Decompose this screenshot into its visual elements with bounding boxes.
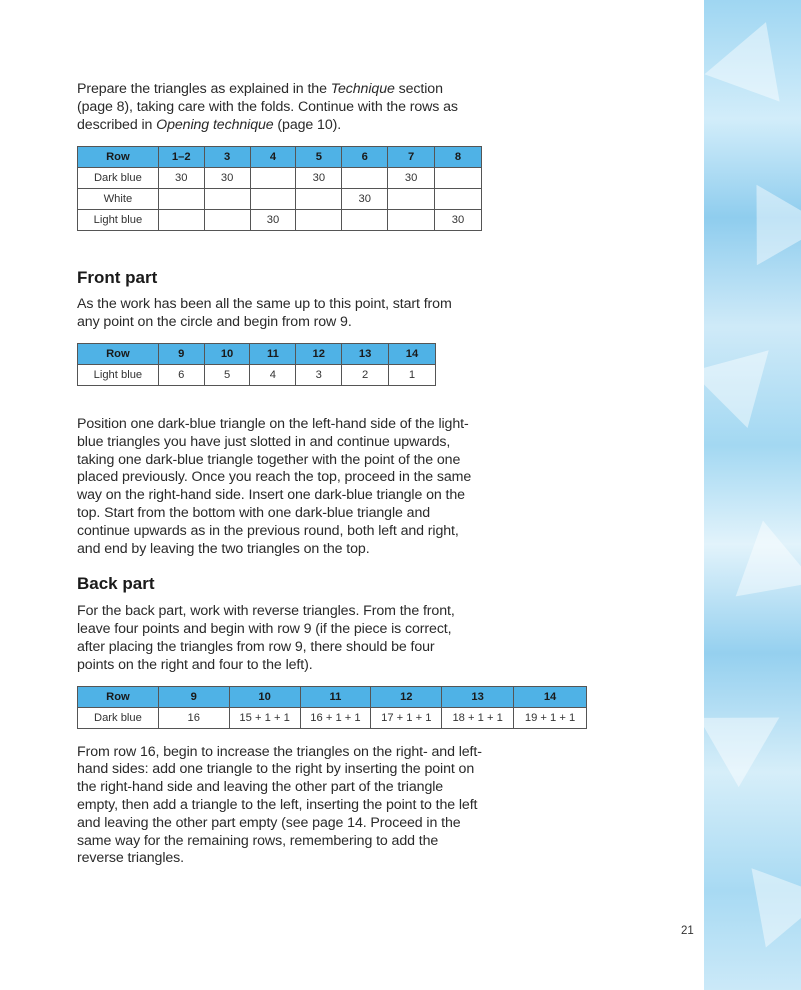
table-cell: 19 + 1 + 1: [514, 707, 587, 728]
table-header-cell: 6: [342, 147, 388, 168]
table-row: [78, 364, 436, 385]
table-header-cell: 12: [371, 686, 442, 707]
table-header-cell: 14: [514, 686, 587, 707]
table-cell: 30: [296, 168, 342, 189]
table-header-cell: 4: [250, 147, 296, 168]
table-cell: 3: [296, 364, 342, 385]
table-header-cell: 12: [296, 343, 342, 364]
table-header-cell: Row: [78, 686, 159, 707]
table-header-cell: 8: [435, 147, 482, 168]
table-header-cell: 11: [250, 343, 296, 364]
table-header-cell: 9: [158, 343, 204, 364]
table-cell: Light blue: [78, 210, 159, 231]
table-header-cell: 9: [158, 686, 229, 707]
back-paragraph-2: From row 16, begin to increase the triangles on the right- and left-hand sides: add one triangle to the right by inserting the point on the right-hand side and leaving the other part of the triangle empty, then add a triangle to the left, inserting the point to the left and leaving the other part empty (see page 14. Proceed in the same way for the remaining rows, remembering to add the reverse triangles.: [77, 743, 482, 867]
star-decoration: [704, 683, 799, 787]
table-cell: 30: [250, 210, 296, 231]
table-cell: 5: [204, 364, 250, 385]
front-paragraph-2: Position one dark-blue triangle on the left-hand side of the light-blue triangles you have just slotted in and continue upwards, taking one dark-blue triangle together with the point of the one placed previously. Once you reach the top, proceed in the same way on the right-hand side. Insert one dark-blue triangle on the top. Start from the bottom with one dark-blue triangle and continue upwards as in the previous round, both left and right, and end by leaving the two triangles on the top.: [77, 415, 472, 557]
table-cell: 2: [342, 364, 389, 385]
intro-text-a: Prepare the triangles as explained in the: [77, 81, 331, 97]
table-header-cell: Row: [78, 147, 159, 168]
table-header-cell: 10: [204, 343, 250, 364]
table-row: [78, 168, 482, 189]
table-cell: 4: [250, 364, 296, 385]
back-part-heading: Back part: [77, 574, 155, 594]
back-paragraph-1: For the back part, work with reverse triangles. From the front, leave four points and begin with row 9 (if the piece is correct, after placing the triangles from row 9, there should be four points on the right and four to the left).: [77, 603, 455, 673]
table-cell: Dark blue: [78, 168, 159, 189]
table-cell: 15 + 1 + 1: [229, 707, 300, 728]
intro-text-c: (page 10).: [273, 116, 342, 133]
table-cell: Dark blue: [78, 707, 159, 728]
star-decoration: [724, 514, 801, 597]
table-cell: 16: [158, 707, 229, 728]
table-cell: 30: [342, 189, 388, 210]
table-cell: [435, 168, 482, 189]
page-number: 21: [681, 925, 694, 937]
star-decoration: [722, 165, 801, 266]
table-cell: [158, 210, 204, 231]
table-back-rows-9-14: [77, 686, 587, 729]
table-cell: [435, 189, 482, 210]
table-header-cell: 5: [296, 147, 342, 168]
table-header-cell: 13: [342, 343, 389, 364]
table-header-cell: 3: [204, 147, 250, 168]
table-cell: [342, 210, 388, 231]
page-content: [77, 81, 576, 868]
table-header-row: [78, 343, 436, 364]
table-header-cell: 11: [300, 686, 371, 707]
table-cell: 30: [388, 168, 435, 189]
intro-text-b: section (page 8), taking care with the folds. Continue with the rows as described in: [77, 81, 458, 133]
table-cell: 30: [435, 210, 482, 231]
table-cell: [388, 210, 435, 231]
table-rows-1-8: [77, 146, 482, 231]
table-header-row: [78, 686, 587, 707]
table-cell: [296, 210, 342, 231]
table-cell: [158, 189, 204, 210]
table-front-rows-9-14: [77, 343, 436, 386]
table-cell: White: [78, 189, 159, 210]
table-cell: [342, 168, 388, 189]
table-header-cell: 10: [229, 686, 300, 707]
table-cell: 6: [158, 364, 204, 385]
intro-em-technique: Technique: [330, 81, 395, 97]
table-cell: Light blue: [78, 364, 159, 385]
table-row: [78, 707, 587, 728]
table-cell: 18 + 1 + 1: [442, 707, 514, 728]
intro-em-opening: Opening technique: [156, 116, 274, 133]
table-cell: [204, 189, 250, 210]
table-cell: 16 + 1 + 1: [300, 707, 371, 728]
table-cell: [250, 189, 296, 210]
table-header-row: [78, 147, 482, 168]
table-cell: [250, 168, 296, 189]
table-header-cell: Row: [78, 343, 159, 364]
front-paragraph-1: As the work has been all the same up to this point, start from any point on the circle and begin from row 9.: [77, 296, 452, 331]
table-cell: [296, 189, 342, 210]
star-decoration: [721, 842, 801, 947]
star-decoration: [704, 322, 797, 428]
table-cell: 17 + 1 + 1: [371, 707, 442, 728]
star-decoration: [704, 8, 801, 101]
front-part-heading: Front part: [77, 268, 158, 288]
table-cell: [204, 210, 250, 231]
table-cell: 30: [204, 168, 250, 189]
table-row: [78, 189, 482, 210]
table-cell: 1: [389, 364, 436, 385]
decorative-side-band: [704, 0, 801, 990]
table-header-cell: 1–2: [158, 147, 204, 168]
table-cell: 30: [158, 168, 204, 189]
table-header-cell: 7: [388, 147, 435, 168]
table-cell: [388, 189, 435, 210]
intro-paragraph: [77, 81, 477, 134]
table-header-cell: 13: [442, 686, 514, 707]
table-header-cell: 14: [389, 343, 436, 364]
table-row: [78, 210, 482, 231]
